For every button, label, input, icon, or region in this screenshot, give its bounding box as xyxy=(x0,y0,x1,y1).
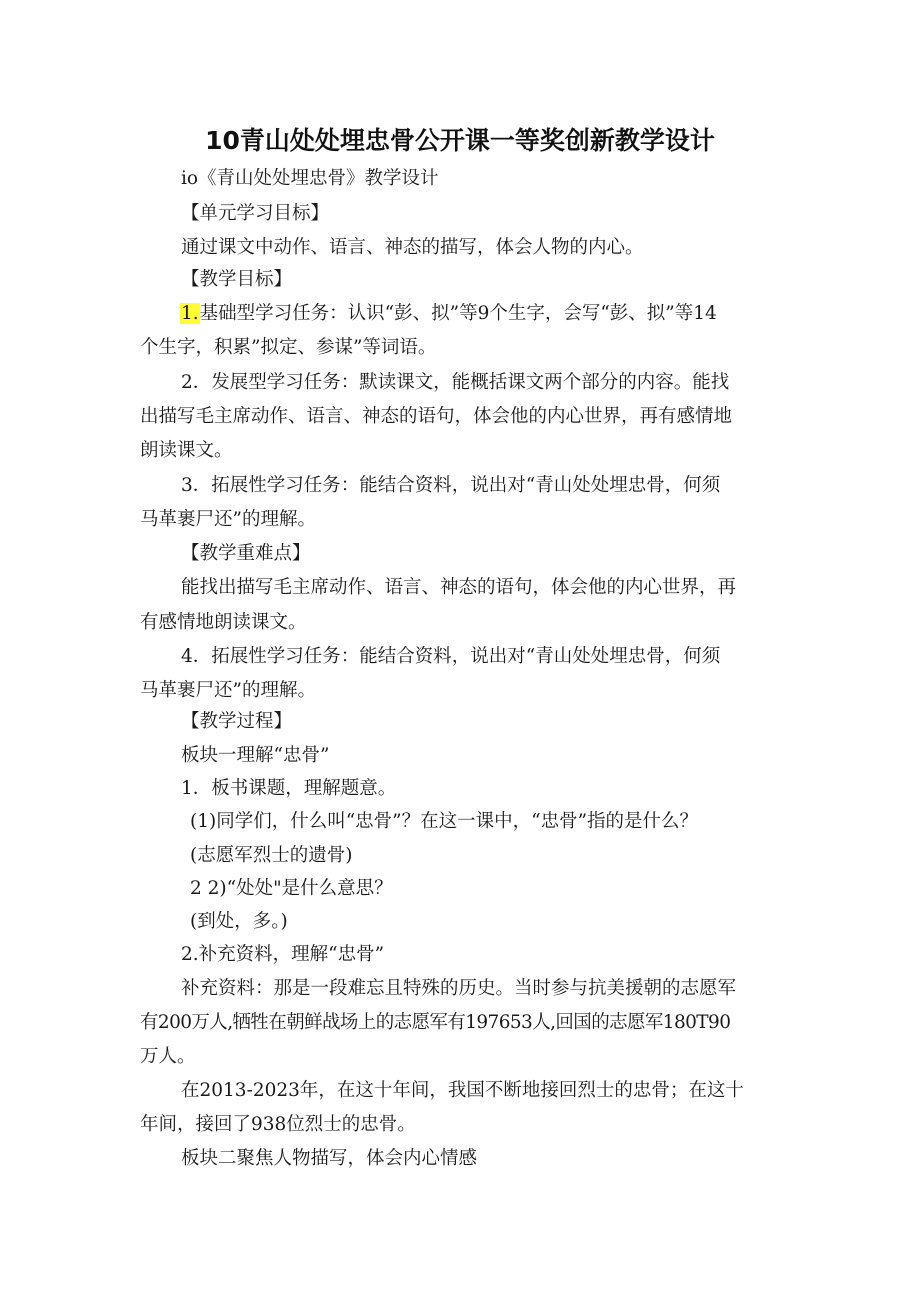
goal-4-line-1: 4．拓展性学习任务：能结合资料，说出对“青山处处埋忠骨，何须 xyxy=(181,646,721,667)
unit-goal-heading: 【单元学习目标】 xyxy=(181,203,330,224)
supplement-line-1: 补充资料：那是一段难忘且特殊的历史。当时参与抗美援朝的志愿军 xyxy=(181,978,737,999)
goal-2-line-3: 朗读课文。 xyxy=(140,440,233,461)
goal-1-number-highlight: 1. xyxy=(181,303,199,324)
goal-1-text: 基础型学习任务：认识“彭、拟”等9个生字，会写“彭、拟”等14 xyxy=(199,303,717,324)
unit-goal-text: 通过课文中动作、语言、神态的描写，体会人物的内心。 xyxy=(181,237,644,258)
step-2: 2.补充资料，理解“忠骨” xyxy=(181,944,385,965)
supplement-line-3: 万人。 xyxy=(140,1046,196,1067)
process-heading: 【教学过程】 xyxy=(181,711,293,732)
block-1-heading: 板块一理解“忠骨” xyxy=(181,745,330,766)
supplement-line-2: 有200万人,牺牲在朝鲜战场上的志愿军有197653人,回国的志愿军180T90 xyxy=(140,1012,731,1033)
goal-1-line-1 xyxy=(180,302,717,326)
goal-4-line-2: 马革裹尸还”的理解。 xyxy=(140,680,316,701)
key-points-line-2: 有感情地朗读课文。 xyxy=(140,612,307,633)
question-1: (1)同学们，什么叫“忠骨”？在这一课中，“忠骨”指的是什么？ xyxy=(190,811,699,832)
goal-3-line-1: 3．拓展性学习任务：能结合资料，说出对“青山处处埋忠骨，何须 xyxy=(181,475,721,496)
key-points-heading: 【教学重难点】 xyxy=(181,543,311,564)
goal-2-line-2: 出描写毛主席动作、语言、神态的语句，体会他的内心世界，再有感情地 xyxy=(140,406,733,427)
goal-1-line-2: 个生字，积累”拟定、参谋”等词语。 xyxy=(140,337,437,358)
block-2-heading: 板块二聚焦人物描写，体会内心情感 xyxy=(181,1148,478,1169)
decade-line-1: 在2013-2023年，在这十年间，我国不断地接回烈士的忠骨；在这十 xyxy=(181,1080,744,1101)
key-points-line-1: 能找出描写毛主席动作、语言、神态的语句，体会他的内心世界，再 xyxy=(181,577,737,598)
subtitle: io《青山处处埋忠骨》教学设计 xyxy=(181,168,439,189)
answer-2: (到处，多。) xyxy=(190,911,288,932)
goal-3-line-2: 马革裹尸还”的理解。 xyxy=(140,509,316,530)
teaching-goal-heading: 【教学目标】 xyxy=(181,269,293,290)
step-1: 1．板书课题，理解题意。 xyxy=(181,778,397,799)
goal-2-line-1: 2．发展型学习任务：默读课文，能概括课文两个部分的内容。能找 xyxy=(181,372,730,393)
document-title: 10青山处处埋忠骨公开课一等奖创新教学设计 xyxy=(205,126,715,155)
question-2: 2 2)“处处"是什么意思？ xyxy=(190,878,393,899)
answer-1: (志愿军烈士的遗骨) xyxy=(190,845,353,866)
decade-line-2: 年间，接回了938位烈士的忠骨。 xyxy=(140,1114,416,1135)
